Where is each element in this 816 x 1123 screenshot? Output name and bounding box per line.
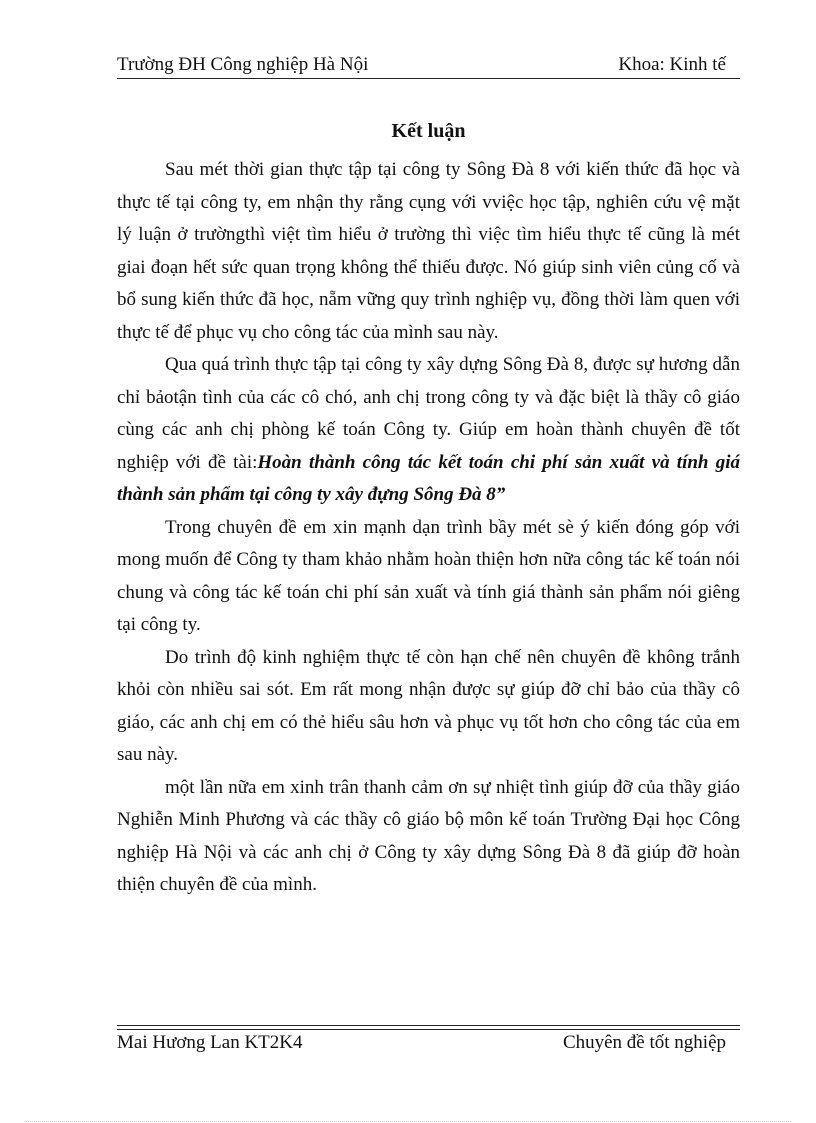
header-school: Trường ĐH Công nghiệp Hà Nội xyxy=(117,54,369,75)
paragraph-5: một lần nữa em xinh trân thanh cảm ơn sự nhiệt tình giúp đỡ của thầy giáo Nghiễn Minh Phương và các thầy cô giáo bộ môn kế toán Trường Đại học Công nghiệp Hà Nội và các anh chị ở Công ty xây dựng Sông Đà 8 đã giúp đỡ hoàn thiện chuyên đề của mình. xyxy=(117,776,740,895)
paragraph-1: Sau mét thời gian thực tập tại công ty Sông Đà 8 với kiến thức đã học và thực tế tại công ty, em nhận thy rằng cụng với vviệc học tập, nghiên cứu vệ mặt lý luận ở trườngthì việt tìm hiểu ở trường thì việc tìm hiểu thực tế cũng là mét giai đoạn hết sức quan trọng không thể thiếu được. Nó giúp sinh viên củng cố và bổ sung kiến thức đã học, nẵm vững quy trình nghiệp vụ, đồng thời làm quen với thực tế để phục vụ cho công tác của mình sau này. xyxy=(117,159,740,343)
page-title: Kết luận xyxy=(391,120,466,142)
header-divider xyxy=(117,78,740,79)
page-bottom-edge xyxy=(25,1121,791,1122)
footer-doc-type: Chuyên đề tốt nghiệp xyxy=(562,1032,726,1053)
page-header xyxy=(117,54,740,80)
document-body xyxy=(117,154,740,902)
footer-author: Mai Hương Lan KT2K4 xyxy=(117,1032,303,1053)
paragraph-2 xyxy=(117,349,740,512)
header-faculty: Khoa: Kinh tế xyxy=(618,54,726,75)
paragraph-3: Trong chuyên đề em xin mạnh dạn trình bầy mét sè ý kiến đóng góp với mong muốn để Công ty tham khảo nhằm hoàn thiện hơn nữa công tác kế toán nói chung và công tác kế toán chi phí sản xuất và tính giá thành sản phẩm nói giêng tại công ty. xyxy=(117,516,740,635)
paragraph-4: Do trình độ kinh nghiệm thực tế còn hạn chế nên chuyên đề không trắnh khỏi còn nhiều sai sót. Em rất mong nhận được sự giúp đỡ chỉ bảo của thầy cô giáo, các anh chị em có thẻ hiểu sâu hơn và phục vụ tốt hơn cho công tác của em sau này. xyxy=(117,646,740,765)
paragraph-2-intro: Qua quá trình thực tập tại công ty xây dựng Sông Đà 8, được sự hương dẫn chỉ bảotận tình của các cô chó, anh chị trong công ty và đặc biệt là thầy cô giáo cùng các anh chị phòng kế toán Công ty. Giúp em hoàn thành chuyên đề tốt nghiệp với đề tài: xyxy=(117,354,740,473)
footer-divider xyxy=(117,1025,740,1030)
page-footer xyxy=(117,1032,740,1058)
thesis-topic: Hoàn thành công tác kết toán chi phí sản xuất và tính giá thành sản phẩm tại công ty xây đựng Sông Đà 8” xyxy=(117,451,740,505)
